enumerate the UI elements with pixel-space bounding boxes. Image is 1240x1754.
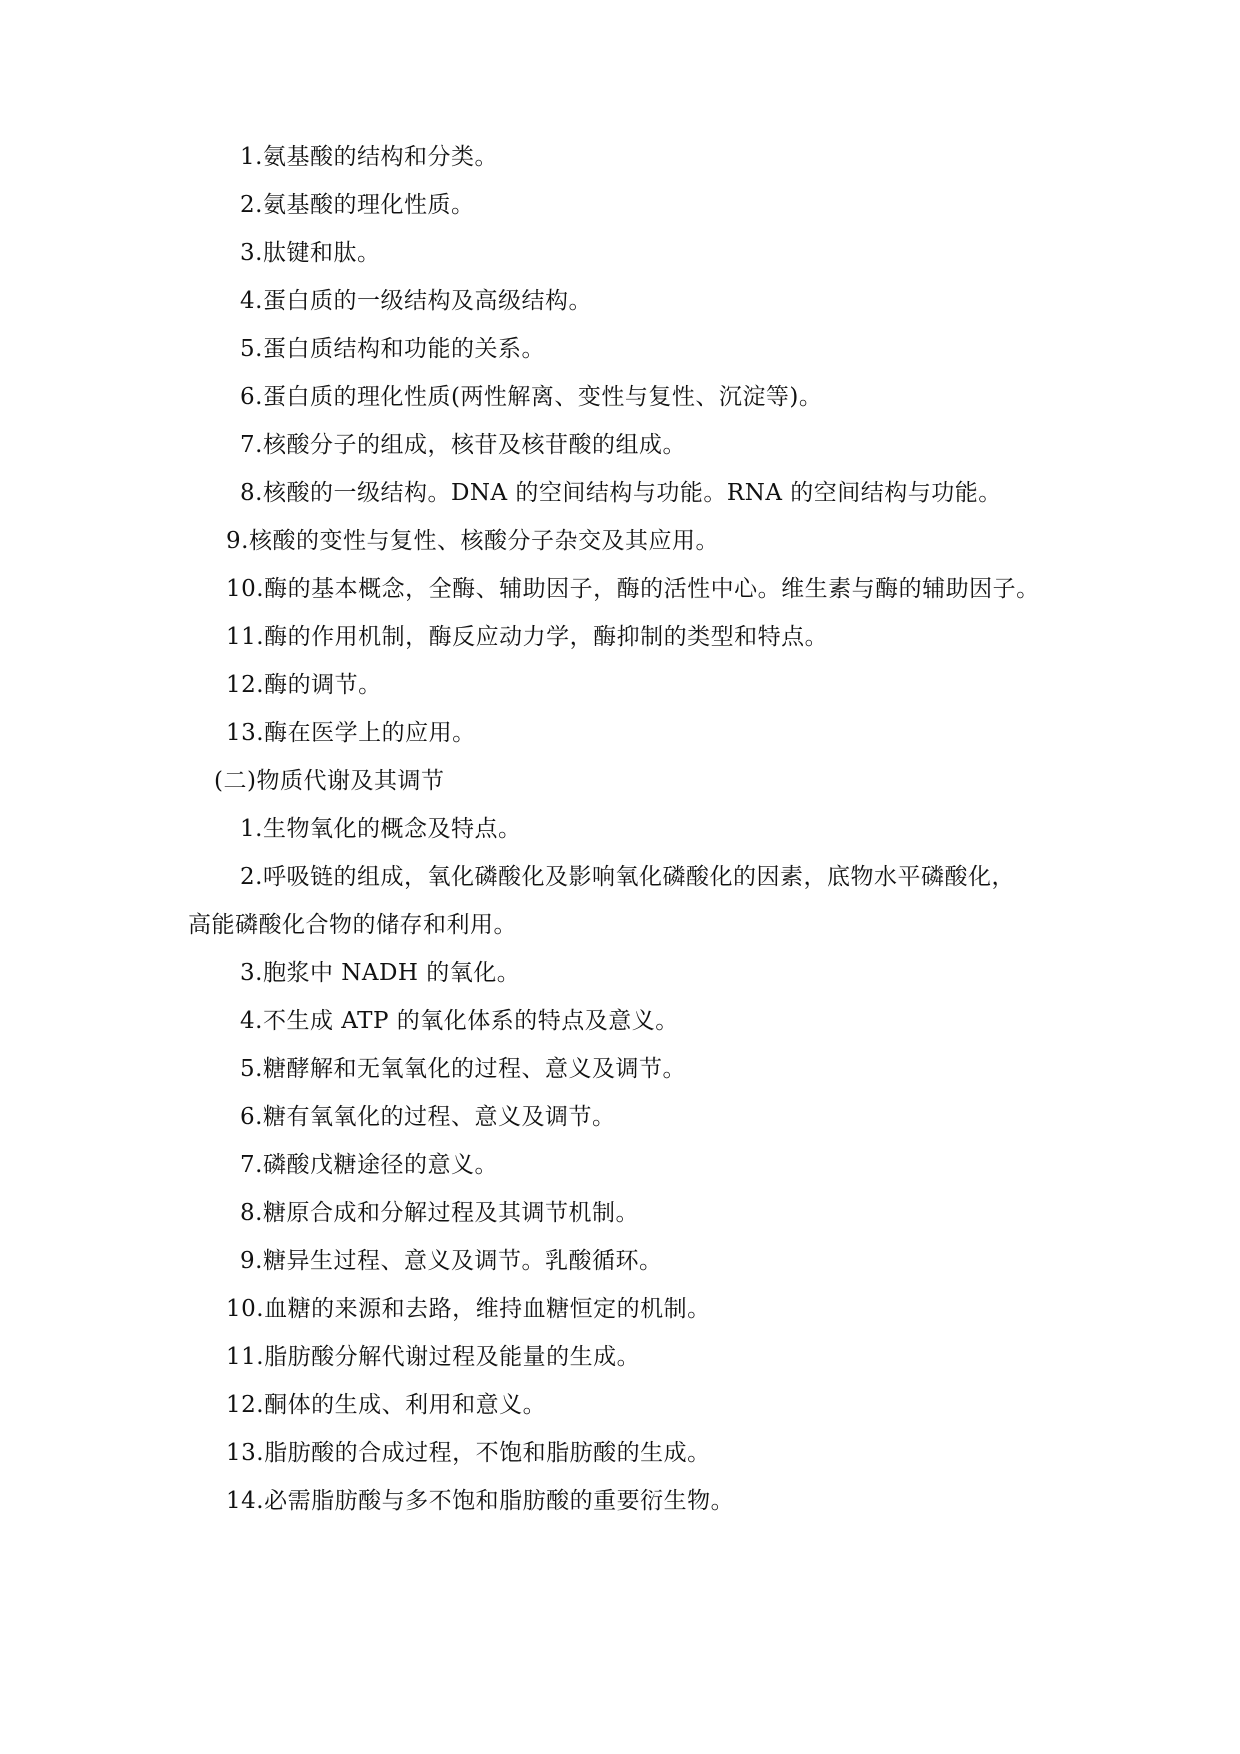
list-item: 5.蛋白质结构和功能的关系。 xyxy=(240,336,545,362)
list-item: 12.酮体的生成、利用和意义。 xyxy=(226,1392,547,1418)
list-item: 10.酶的基本概念，全酶、辅助因子，酶的活性中心。维生素与酶的辅助因子。 xyxy=(226,576,1040,602)
list-item: 3.胞浆中 NADH 的氧化。 xyxy=(240,960,521,986)
list-item: 12.酶的调节。 xyxy=(226,672,382,698)
list-item-continuation: 高能磷酸化合物的储存和利用。 xyxy=(188,912,517,938)
list-item: 2.呼吸链的组成，氧化磷酸化及影响氧化磷酸化的因素，底物水平磷酸化， xyxy=(240,864,1015,890)
list-item: 6.蛋白质的理化性质(两性解离、变性与复性、沉淀等)。 xyxy=(240,384,823,410)
list-item: 7.磷酸戊糖途径的意义。 xyxy=(240,1152,498,1178)
list-item: 13.酶在医学上的应用。 xyxy=(226,720,476,746)
list-item: 8.核酸的一级结构。DNA 的空间结构与功能。RNA 的空间结构与功能。 xyxy=(240,480,1002,506)
section-heading: (二)物质代谢及其调节 xyxy=(214,768,445,794)
list-item: 9.核酸的变性与复性、核酸分子杂交及其应用。 xyxy=(226,528,719,554)
list-item: 11.脂肪酸分解代谢过程及能量的生成。 xyxy=(226,1344,641,1370)
list-item: 4.蛋白质的一级结构及高级结构。 xyxy=(240,288,592,314)
list-item: 4.不生成 ATP 的氧化体系的特点及意义。 xyxy=(240,1008,679,1034)
list-item: 14.必需脂肪酸与多不饱和脂肪酸的重要衍生物。 xyxy=(226,1488,735,1514)
list-item: 10.血糖的来源和去路，维持血糖恒定的机制。 xyxy=(226,1296,711,1322)
list-item: 1.生物氧化的概念及特点。 xyxy=(240,816,522,842)
list-item: 5.糖酵解和无氧氧化的过程、意义及调节。 xyxy=(240,1056,686,1082)
list-item: 11.酶的作用机制，酶反应动力学，酶抑制的类型和特点。 xyxy=(226,624,829,650)
list-item: 6.糖有氧氧化的过程、意义及调节。 xyxy=(240,1104,616,1130)
list-item: 9.糖异生过程、意义及调节。乳酸循环。 xyxy=(240,1248,663,1274)
list-item: 13.脂肪酸的合成过程，不饱和脂肪酸的生成。 xyxy=(226,1440,711,1466)
list-item: 7.核酸分子的组成，核苷及核苷酸的组成。 xyxy=(240,432,686,458)
list-item: 8.糖原合成和分解过程及其调节机制。 xyxy=(240,1200,639,1226)
list-item: 3.肽键和肽。 xyxy=(240,240,381,266)
list-item: 2.氨基酸的理化性质。 xyxy=(240,192,475,218)
list-item: 1.氨基酸的结构和分类。 xyxy=(240,144,498,170)
